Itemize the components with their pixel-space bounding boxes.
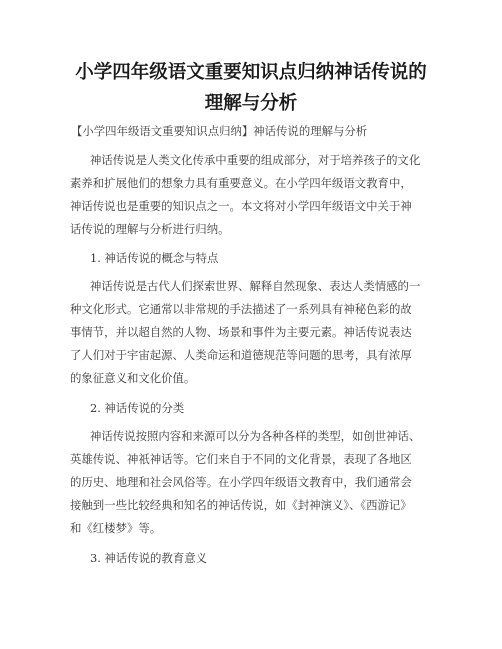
section1-line: 的象征意义和文化价值。 bbox=[70, 371, 196, 385]
section2-line: 的历史、地理和社会风俗等。在小学四年级语文教育中，我们通常会 bbox=[70, 475, 412, 489]
intro-line: 神话传说也是重要的知识点之一。本文将对小学四年级语文中关于神 bbox=[70, 199, 412, 213]
section3-heading: 3. 神话传说的教育意义 bbox=[90, 551, 208, 565]
section2-line: 英雄传说、神祇神话等。它们来自于不同的文化背景，表现了各地区 bbox=[70, 452, 412, 466]
section1-line: 神话传说是古代人们探索世界、解释自然现象、表达人类情感的一 bbox=[90, 279, 421, 293]
intro-line: 话传说的理解与分析进行归纳。 bbox=[70, 222, 230, 236]
section1-line: 事情节，并以超自然的人物、场景和事件为主要元素。神话传说表达 bbox=[70, 325, 412, 339]
section2-line: 和《红楼梦》等。 bbox=[70, 521, 162, 535]
section1-heading: 1. 神话传说的概念与特点 bbox=[90, 251, 219, 265]
document-title-line2: 理解与分析 bbox=[204, 93, 298, 114]
intro-line: 素养和扩展他们的想象力具有重要意义。在小学四年级语文教育中， bbox=[70, 176, 412, 190]
section2-heading: 2. 神话传说的分类 bbox=[90, 401, 185, 415]
section2-line: 接触到一些比较经典和知名的神话传说，如《封神演义》、《西游记》 bbox=[70, 498, 412, 512]
section1-line: 种文化形式。它通常以非常规的手法描述了一系列具有神秘色彩的故 bbox=[70, 302, 412, 316]
document-title-line1: 小学四年级语文重要知识点归纳神话传说的 bbox=[75, 62, 427, 83]
section1-line: 了人们对于宇宙起源、人类命运和道德规范等问题的思考，具有浓厚 bbox=[70, 348, 412, 362]
intro-line: 神话传说是人类文化传承中重要的组成部分，对于培养孩子的文化 bbox=[90, 153, 421, 167]
section2-line: 神话传说按照内容和来源可以分为各种各样的类型，如创世神话、 bbox=[90, 429, 421, 443]
document-subtitle: 【小学四年级语文重要知识点归纳】神话传说的理解与分析 bbox=[71, 124, 368, 138]
